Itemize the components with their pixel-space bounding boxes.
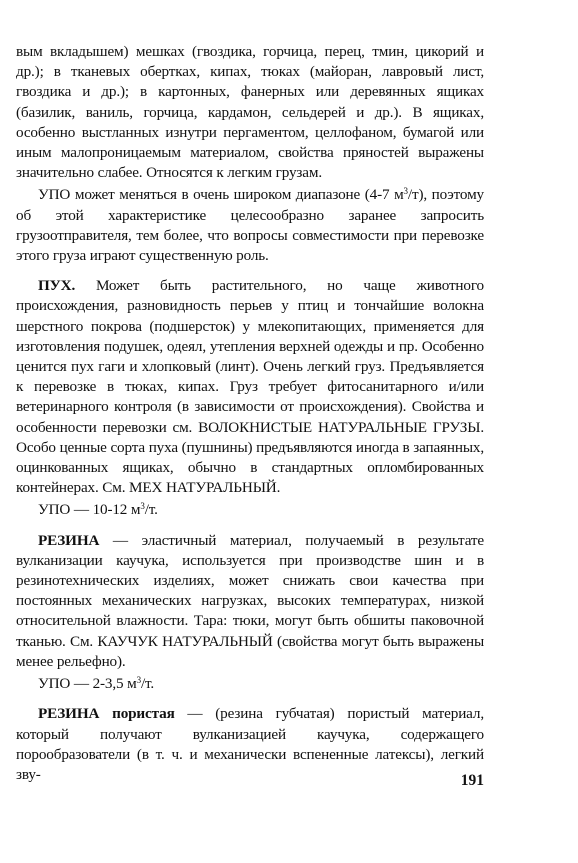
entry-text: — эластичный материал, получаемый в результате вулканизации каучука, используется при производстве шин и в резинотехнических изделиях, может снижать свои качества при постоянных механических нагрузках, высоких температурах, низкой относительной влажности. Тара: тюки, могут быть обшиты паковочной тканью. См. КАУЧУК НАТУРАЛЬНЫЙ (свойства могут быть выражены менее рельефно). — [16, 531, 484, 670]
paragraph-text-end: /т. — [140, 675, 154, 693]
entry-text: — (резина губчатая) пористый материал, который получают вулканизацией каучука, содержащего порообразователи (в т. ч. и механически вспененные латексы), легкий зву- — [16, 705, 484, 783]
paragraph-text: вым вкладышем) мешках (гвоздика, горчица, перец, тмин, цикорий и др.); в тканевых обертках, кипах, тюках (майоран, лавровый лист, гвоздика и др.); в картонных, фанерных или деревянных ящиках (базилик, ваниль, горчица, кардамон, сельдерей и др.). В ящиках, особенно выстланных изнутри пергаментом, целлофаном, бумагой или иным малопроницаемым материалом, свойства пряностей выражены значительно слабее. Относятся к легким грузам. — [16, 43, 484, 182]
paragraph-text-start: УПО может меняться в очень широком диапазоне (4-7 м — [38, 186, 404, 204]
entry-pukh — [16, 276, 484, 498]
entry-title: РЕЗИНА пористая — [38, 705, 175, 723]
page-body — [16, 42, 484, 785]
entry-rezina-upo — [16, 674, 484, 694]
entry-rezina — [16, 531, 484, 672]
paragraph-text-start: УПО — 2-3,5 м — [38, 675, 137, 693]
entry-title: ПУХ. — [38, 277, 76, 295]
superscript: 3 — [136, 675, 141, 686]
paragraph-spices-upo — [16, 185, 484, 266]
entry-rezina-poristaya — [16, 704, 484, 785]
entry-pukh-upo — [16, 500, 484, 520]
page-number: 191 — [460, 772, 484, 789]
paragraph-spices-packaging — [16, 42, 484, 183]
paragraph-text-start: УПО — 10-12 м — [38, 501, 141, 519]
superscript: 3 — [403, 186, 408, 197]
paragraph-text-end: /т), поэтому об этой характеристике целесообразно заранее запросить грузоотправителя, тем более, что вопросы совместимости при перевозке этого груза играют существенную роль. — [16, 186, 484, 265]
paragraph-text-end: /т. — [144, 501, 158, 519]
entry-text: Может быть растительного, но чаще животного происхождения, разновидность перьев у птиц и тончайшие волокна шерстного покрова (подшерсток) у млекопитающих, применяется для изготовления подушек, одеял, утепления верхней одежды и пр. Особенно ценится пух гаги и хлопковый (линт). Очень легкий груз. Предъявляется к перевозке в тюках, кипах. Груз требует фитосанитарного и/или ветеринарного контроля (в зависимости от происхождения). Свойства и особенности перевозки см. ВОЛОКНИСТЫЕ НАТУРАЛЬНЫЕ ГРУЗЫ. Особо ценные сорта пуха (пушнины) предъявляются иногда в запаянных, оцинкованных ящиках, обычно в стандартных опломбированных контейнерах. См. МЕХ НАТУРАЛЬНЫЙ. — [16, 277, 484, 497]
superscript: 3 — [140, 501, 145, 512]
entry-title: РЕЗИНА — [38, 531, 100, 549]
